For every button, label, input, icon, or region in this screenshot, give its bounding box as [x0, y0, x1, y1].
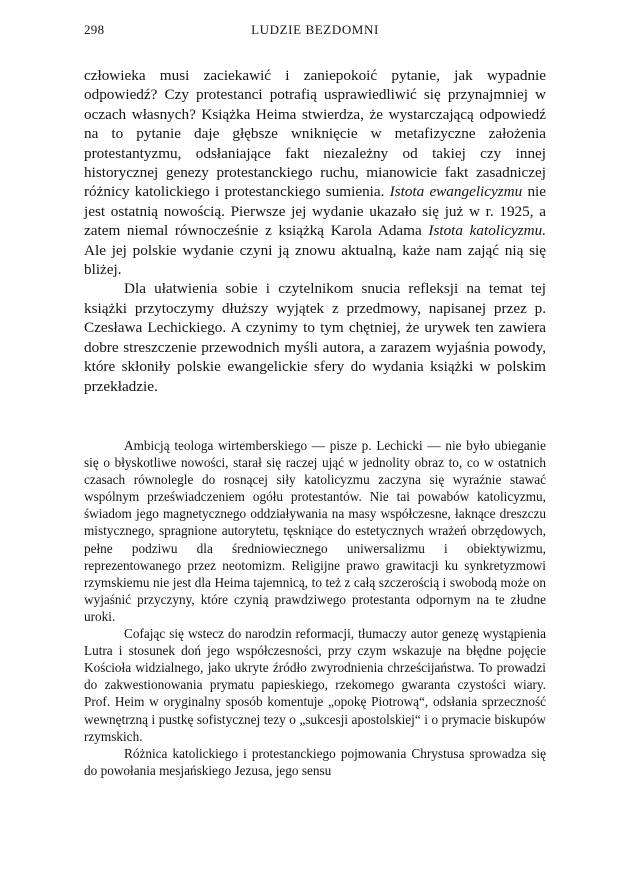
main-text	[84, 66, 546, 396]
paragraph-1-part-a: człowieka musi zaciekawić i zaniepokoić pytanie, jak wypadnie odpowiedź? Czy protestanci potrafią usprawiedliwić się przynajmniej w oczach własnych? Książka Heima stwierdza, że wystarczającą odpowiedź na to pytanie daje głębsze wniknięcie w metafizyczne założenia protestantyzmu, odsłaniające fakt niezależny od takiej czy innej historycznej genezy protestanckiego ruchu, mianowicie fakt zasadniczej różnicy katolickiego i protestanckiego sumienia.	[84, 67, 546, 201]
quote-paragraph-1: Ambicją teologa wirtemberskiego — pisze p. Lechicki — nie było ubieganie się o błyskotliwe nowości, starał się raczej ująć w jednolity obraz to, co w ostatnich czasach równolegle do rosnącej siły katolicyzmu zaczyna się wyraźnie stawać wspólnym przeświadczeniem ogółu protestantów. Nie tai powabów katolicyzmu, świadom jego magnetycznego oddziaływania na masy współczesne, łaknące dreszczu mistycznego, spragnione autorytetu, tęskniące do estetycznych wrażeń obrzędowych, pełne podziwu dla średniowiecznego uniwersalizmu i obiektywizmu, reprezentowanego przez neotomizm. Religijne prawo grawitacji ku synkretyzmowi rzymskiemu nie jest dla Heima tajemnicą, to też z całą szczerością i swobodą może on wyjaśnić przyczyny, które czynią prawdziwego protestanta odpornym na te złudne uroki.	[84, 438, 546, 624]
book-title-istota-ewangelicyzmu: Istota ewangelicyzmu	[389, 183, 523, 201]
paragraph-1-part-b: nie jest ostatnią nowością. Pierwsze jej wydanie ukazało się już w r. 1925, a zatem niemal równocześnie z książką Karola Adama	[84, 183, 546, 240]
book-title-istota-katolicyzmu: Istota katolicyzmu.	[428, 222, 546, 240]
paragraph-2: Dla ułatwienia sobie i czytelnikom snucia refleksji na temat tej książki przytoczymy dłuższy wyjątek z przedmowy, napisanej przez p. Czesława Lechickiego. A czynimy to tym chętniej, że urywek ten zawiera dobre streszczenie przewodnich myśli autora, a zarazem wyjaśnia powody, które skłoniły polskie ewangelickie sfery do wydania książki w polskim przekładzie.	[84, 280, 546, 395]
page-header	[84, 22, 546, 40]
block-quote	[84, 437, 546, 779]
page-number: 298	[84, 22, 105, 37]
quote-paragraph-2: Cofając się wstecz do narodzin reformacji, tłumaczy autor genezę wystąpienia Lutra i stosunek doń jego współczesności, przy czym wskazuje na błędne pojęcie Kościoła widzialnego, jako ukryte źródło zwyrodnienia chrześcijaństwa. To prowadzi do zakwestionowania prymatu papieskiego, rzekomego gwaranta czystości wiary. Prof. Heim w oryginalny sposób komentuje „opokę Piotrową“, odsłania sprzeczność wewnętrzną i pustkę sofistycznej tezy o „sukcesji apostolskiej“ i o prymacie biskupów rzymskich.	[84, 626, 546, 744]
paragraph-1	[84, 66, 546, 279]
quote-paragraph-3: Różnica katolickiego i protestanckiego pojmowania Chrystusa sprowadza się do powołania mesjańskiego Jezusa, jego sensu	[84, 745, 546, 778]
paragraph-1-part-c: Ale jej polskie wydanie czyni ją znowu aktualną, każe nam zająć nią się bliżej.	[84, 241, 546, 279]
running-title: LUDZIE BEZDOMNI	[251, 22, 379, 37]
